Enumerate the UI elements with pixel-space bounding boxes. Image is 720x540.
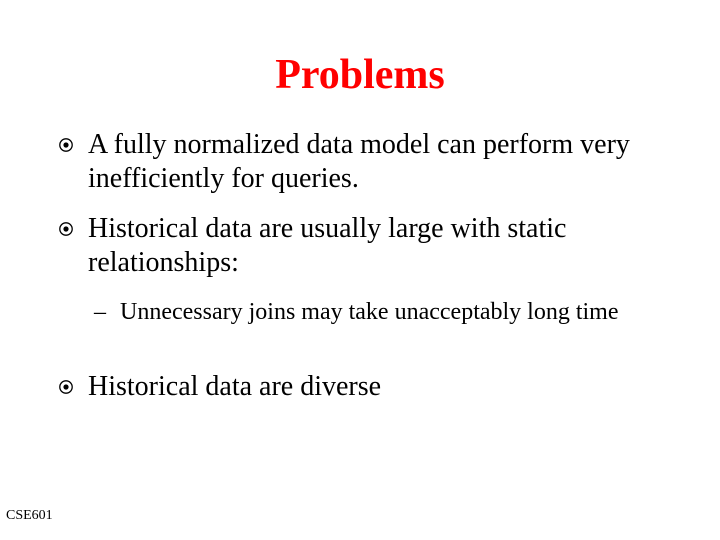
- sub-bullet-item: [94, 297, 680, 327]
- bullet-text: A fully normalized data model can perform very inefficiently for queries.: [88, 129, 630, 194]
- bullet-text: Historical data are diverse: [88, 371, 382, 402]
- footer-label: CSE601: [6, 508, 53, 523]
- slide-title: Problems: [275, 52, 445, 99]
- bullet-text: Historical data are usually large with static relationships:: [88, 213, 567, 278]
- bullet-item: [88, 370, 668, 404]
- dash-marker: –: [94, 299, 106, 325]
- circle-dot-bullet-icon: [58, 137, 74, 153]
- bullet-item: [88, 212, 668, 280]
- sub-bullet-text: Unnecessary joins may take unacceptably long time: [120, 299, 619, 325]
- circle-dot-bullet-icon: [58, 379, 74, 395]
- bullet-item: [88, 128, 668, 196]
- circle-dot-bullet-icon: [58, 221, 74, 237]
